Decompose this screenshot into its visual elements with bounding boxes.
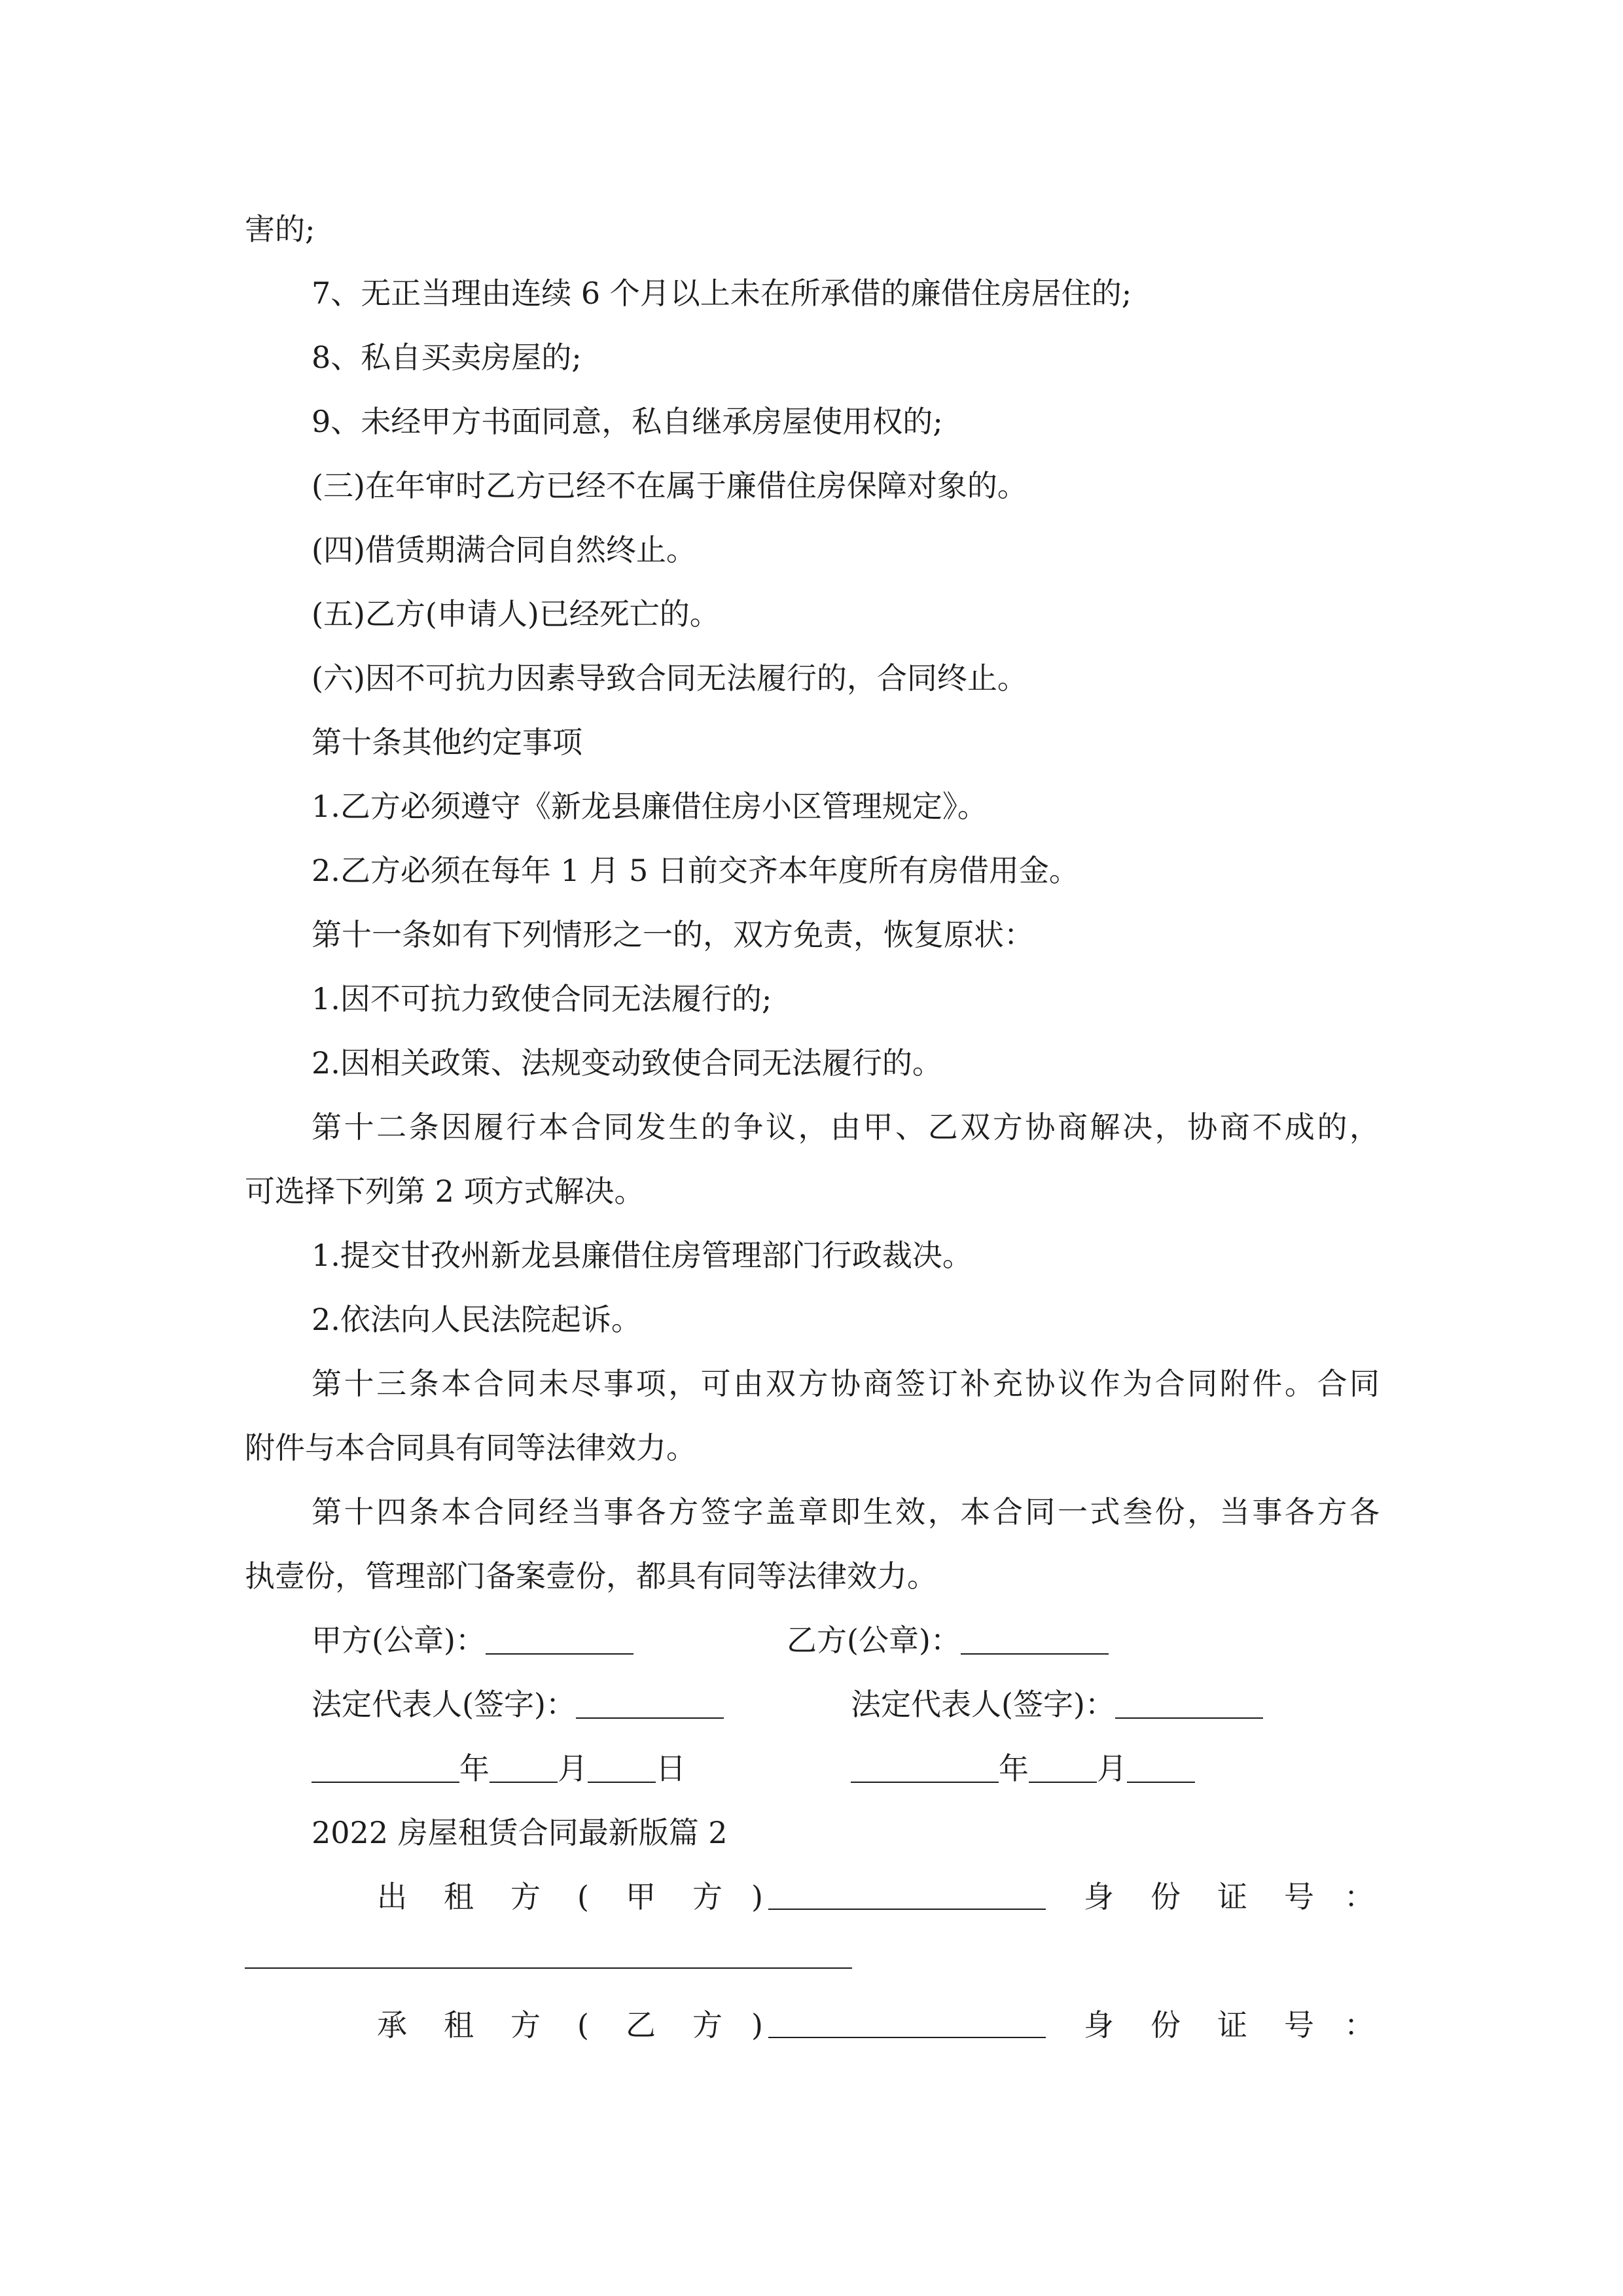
list-item: (六)因不可抗力因素导致合同无法履行的，合同终止。	[312, 660, 1027, 696]
list-item: 8、私自买卖房屋的;	[312, 340, 582, 375]
paragraph-line: 可选择下列第 2 项方式解决。	[245, 1174, 645, 1209]
section-title: 2022 房屋租赁合同最新版篇 2	[312, 1815, 728, 1850]
lessor-label-char: )	[751, 1879, 763, 1914]
lessee-label-char: 乙	[626, 2007, 656, 2043]
month-blank	[1029, 1755, 1097, 1783]
list-item: 2.因相关政策、法规变动致使合同无法履行的。	[312, 1045, 942, 1081]
list-item: 1.乙方必须遵守《新龙县廉借住房小区管理规定》。	[312, 789, 988, 824]
month-label: 月	[1097, 1751, 1127, 1786]
lessor-label-char: 租	[444, 1879, 474, 1914]
lessee-id-char: 证	[1217, 2007, 1247, 2043]
lessee-label-char: (	[577, 2007, 589, 2043]
lessee-label-char: )	[751, 2007, 763, 2043]
lessor-label-char: 甲	[626, 1879, 656, 1914]
date-b-field	[851, 1749, 1195, 1788]
lessee-id-char: 份	[1150, 2007, 1181, 2043]
month-trailing-blank	[1127, 1755, 1195, 1783]
lessor-id-char: ：	[1344, 1879, 1374, 1914]
paragraph-line: 第十三条本合同未尽事项，可由双方协商签订补充协议作为合同附件。合同	[312, 1366, 1380, 1401]
lessor-label-char: 方	[510, 1879, 541, 1914]
list-item: 9、未经甲方书面同意，私自继承房屋使用权的;	[312, 404, 943, 439]
lessor-id-char: 身	[1084, 1879, 1114, 1914]
party-a-seal-blank	[486, 1627, 633, 1655]
rep-a-sign-field	[312, 1685, 724, 1724]
party-b-seal-blank	[961, 1627, 1109, 1655]
lessee-id-char: 号	[1284, 2007, 1314, 2043]
rep-b-label: 法定代表人(签字)：	[851, 1687, 1115, 1722]
lessee-label-char: 承	[377, 2007, 407, 2043]
lessee-name-blank	[768, 2011, 1046, 2038]
year-blank	[851, 1755, 999, 1783]
party-b-seal-label: 乙方(公章)：	[787, 1623, 961, 1658]
party-a-seal-field	[312, 1621, 633, 1660]
lessor-id-char: 证	[1217, 1879, 1247, 1914]
article-heading: 第十一条如有下列情形之一的，双方免责，恢复原状：	[312, 917, 1034, 952]
lessor-name-blank	[768, 1882, 1046, 1910]
lessor-id-char: 号	[1284, 1879, 1314, 1914]
party-b-seal-field	[787, 1621, 1109, 1660]
party-a-seal-label: 甲方(公章)：	[312, 1623, 486, 1658]
lessor-label-char: (	[577, 1879, 589, 1914]
list-item: 7、无正当理由连续 6 个月以上未在所承借的廉借住房居住的;	[312, 276, 1132, 311]
article-heading: 第十条其他约定事项	[312, 725, 582, 760]
paragraph-line: 执壹份，管理部门备案壹份，都具有同等法律效力。	[245, 1558, 937, 1594]
rep-a-label: 法定代表人(签字)：	[312, 1687, 576, 1722]
year-blank	[312, 1755, 459, 1783]
lessor-label-char: 出	[377, 1879, 407, 1914]
paragraph-line: 附件与本合同具有同等法律效力。	[245, 1430, 696, 1465]
list-item: (五)乙方(申请人)已经死亡的。	[312, 596, 720, 632]
lessee-id-char: 身	[1084, 2007, 1114, 2043]
day-label: 日	[656, 1751, 686, 1786]
rep-b-blank	[1115, 1691, 1263, 1719]
paragraph-line: 害的;	[245, 211, 315, 247]
lessee-label-char: 方	[692, 2007, 722, 2043]
list-item: 2.乙方必须在每年 1 月 5 日前交齐本年度所有房借用金。	[312, 853, 1079, 888]
list-item: (三)在年审时乙方已经不在属于廉借住房保障对象的。	[312, 468, 1027, 503]
list-item: 1.因不可抗力致使合同无法履行的;	[312, 981, 772, 1016]
lessor-label-char: 方	[692, 1879, 722, 1914]
lessor-id-blank	[245, 1967, 852, 1969]
lessor-id-char: 份	[1150, 1879, 1181, 1914]
lessee-label-char: 方	[510, 2007, 541, 2043]
paragraph-line: 第十四条本合同经当事各方签字盖章即生效，本合同一式叁份，当事各方各	[312, 1494, 1380, 1530]
list-item: 1.提交甘孜州新龙县廉借住房管理部门行政裁决。	[312, 1238, 972, 1273]
year-label: 年	[459, 1751, 490, 1786]
day-blank	[588, 1755, 656, 1783]
paragraph-line: 第十二条因履行本合同发生的争议，由甲、乙双方协商解决，协商不成的，	[312, 1109, 1380, 1145]
date-a-field	[312, 1749, 686, 1788]
month-label: 月	[558, 1751, 588, 1786]
rep-a-blank	[576, 1691, 724, 1719]
lessee-id-char: ：	[1344, 2007, 1374, 2043]
list-item: 2.依法向人民法院起诉。	[312, 1302, 641, 1337]
rep-b-sign-field	[851, 1685, 1263, 1724]
year-label: 年	[999, 1751, 1029, 1786]
list-item: (四)借赁期满合同自然终止。	[312, 532, 696, 567]
lessee-label-char: 租	[444, 2007, 474, 2043]
month-blank	[490, 1755, 558, 1783]
